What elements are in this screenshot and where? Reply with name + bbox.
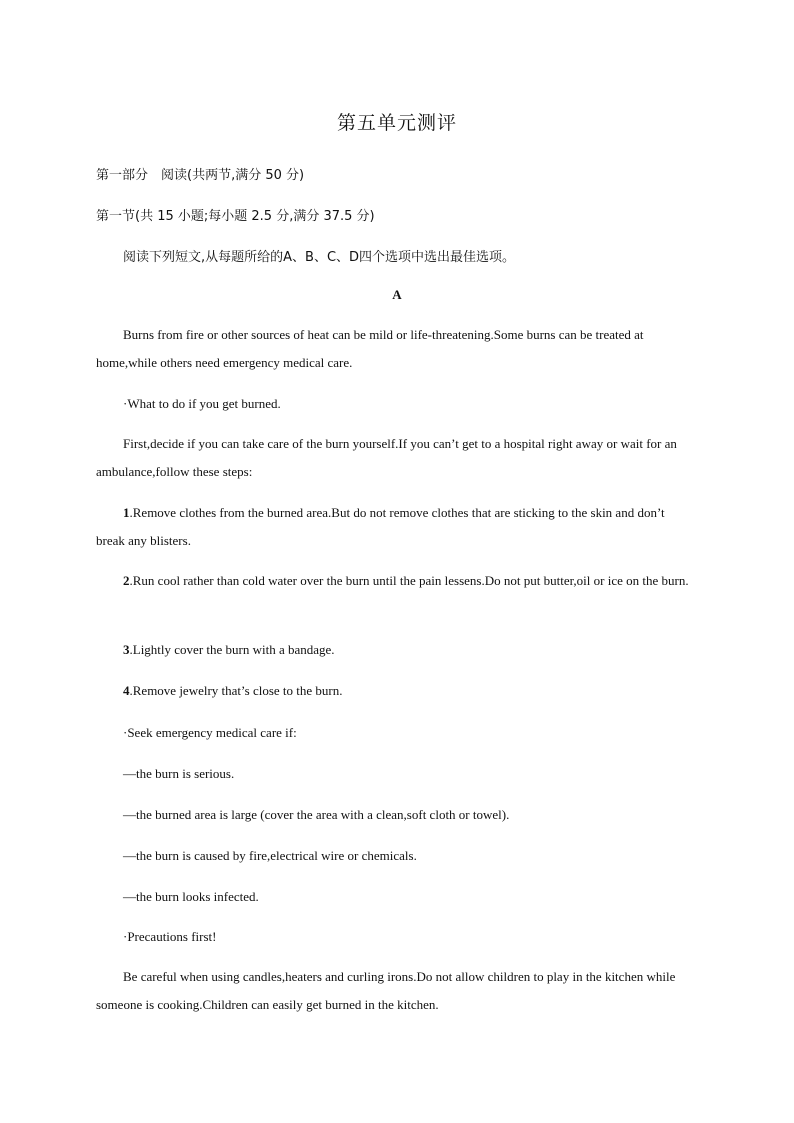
page-title: 第五单元测评 <box>336 112 457 134</box>
step-text: .Remove clothes from the burned area.But do not remove clothes that are sticking to the skin and don’t break any blisters. <box>96 505 665 548</box>
step-number: 2 <box>123 573 130 588</box>
part-heading: 第一部分 阅读(共两节,满分 50 分) <box>96 168 305 183</box>
instruction-text: 阅读下列短文,从每题所给的A、B、C、D四个选项中选出最佳选项。 <box>123 250 516 265</box>
step-text: .Run cool rather than cold water over the burn until the pain lessens.Do not put butter,oil or ice on the burn. <box>129 573 689 588</box>
step-text: .Remove jewelry that’s close to the burn. <box>129 683 343 698</box>
section-heading: 第一节(共 15 小题;每小题 2.5 分,满分 37.5 分) <box>96 209 375 224</box>
what-to-do-heading: ·What to do if you get burned. <box>123 396 281 411</box>
first-paragraph: First,decide if you can take care of the burn yourself.If you can’t get to a hospital right away or wait for an ambulance,follow these steps: <box>96 436 677 479</box>
passage-intro: Burns from fire or other sources of heat can be mild or life-threatening.Some burns can be treated at home,while others need emergency medical care. <box>96 327 644 370</box>
seek-item: —the burn is caused by fire,electrical wire or chemicals. <box>123 848 417 863</box>
step-item <box>96 677 696 705</box>
step-item <box>96 499 696 555</box>
seek-item: —the burned area is large (cover the area with a clean,soft cloth or towel). <box>123 807 510 822</box>
seek-heading: ·Seek emergency medical care if: <box>123 725 297 740</box>
precautions-heading: ·Precautions first! <box>123 929 217 944</box>
step-number: 1 <box>123 505 130 520</box>
precautions-paragraph: Be careful when using candles,heaters and curling irons.Do not allow children to play in the kitchen while someone is cooking.Children can easily get burned in the kitchen. <box>96 969 676 1012</box>
seek-item: —the burn is serious. <box>123 766 235 781</box>
step-text: .Lightly cover the burn with a bandage. <box>129 642 335 657</box>
step-number: 3 <box>123 642 130 657</box>
step-item <box>96 567 696 595</box>
passage-label: A <box>392 287 402 302</box>
step-item <box>96 636 696 664</box>
seek-item: —the burn looks infected. <box>123 889 259 904</box>
step-number: 4 <box>123 683 130 698</box>
